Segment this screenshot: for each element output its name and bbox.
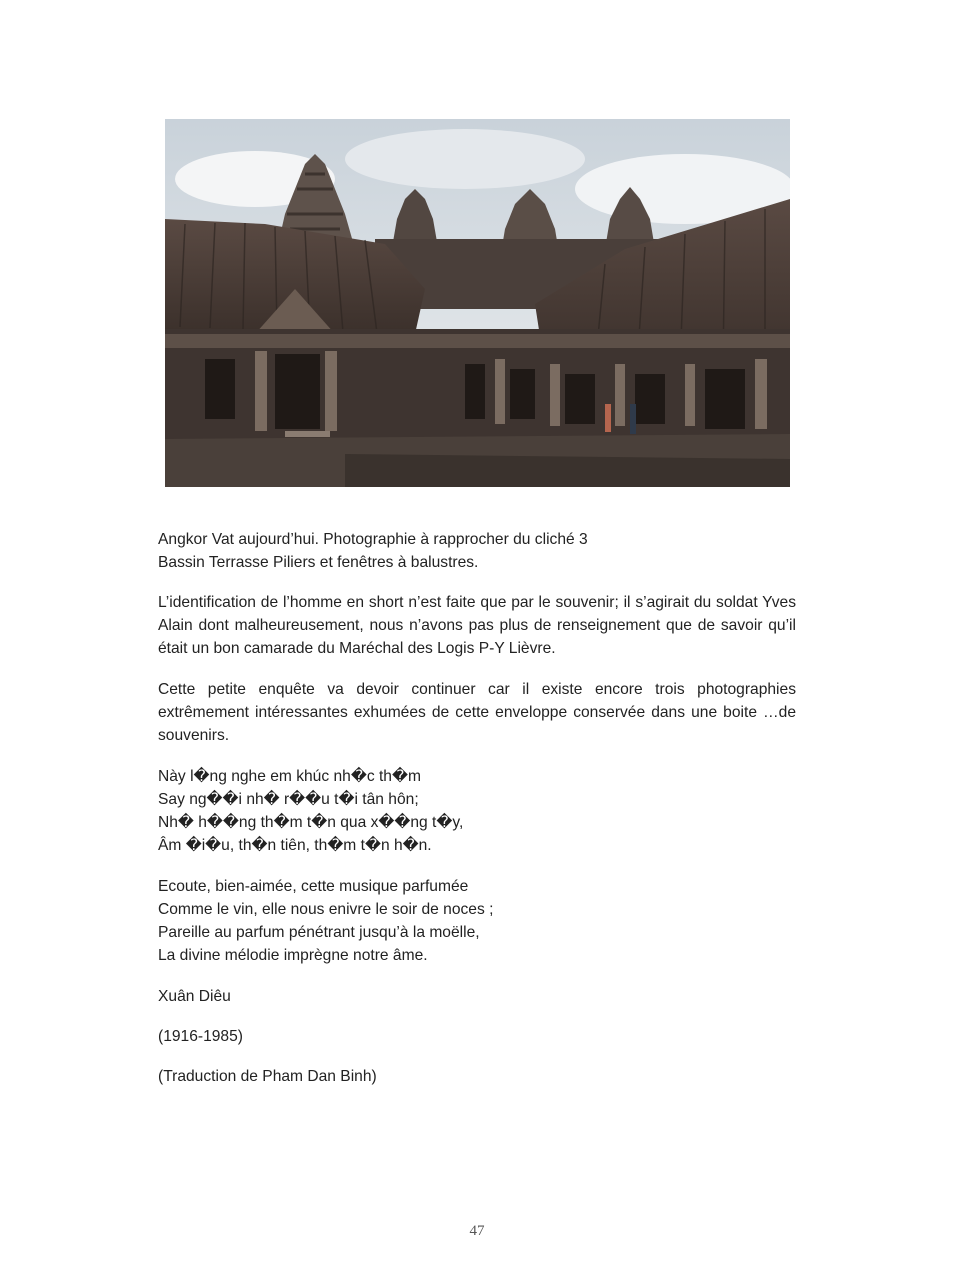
poem-line: Âm �i�u, th�n tiên, th�m t�n h�n. xyxy=(158,837,432,854)
paragraph-identification xyxy=(158,591,796,660)
paragraph-text: L’identification de l’homme en short n’est faite que par le souvenir; il s’agirait du soldat Yves Alain dont malheureusement, nous n’avons pas plus de renseignement que de savoir qu’il était un bon camarade du Maréchal des Logis P-Y Lièvre. xyxy=(158,594,796,657)
poem-line: La divine mélodie imprègne notre âme. xyxy=(158,947,428,964)
poem-line: Ecoute, bien-aimée, cette musique parfumée xyxy=(158,878,469,895)
poem-author xyxy=(158,985,796,1008)
caption-line-2: Bassin Terrasse Piliers et fenêtres à balustres. xyxy=(158,554,479,571)
poem-line: Nh� h��ng th�m t�n qua x��ng t�y, xyxy=(158,814,464,831)
angkor-vat-photo xyxy=(165,119,790,487)
dates-text: (1916-1985) xyxy=(158,1028,243,1045)
caption-line-1: Angkor Vat aujourd’hui. Photographie à rapprocher du cliché 3 xyxy=(158,531,588,548)
poem-line: Say ng��i nh� r��u t�i tân hôn; xyxy=(158,791,419,808)
translation-credit xyxy=(158,1065,796,1088)
poem-line: Comme le vin, elle nous enivre le soir de noces ; xyxy=(158,901,494,918)
poem-line: Này l�ng nghe em khúc nh�c th�m xyxy=(158,768,421,785)
poem-french xyxy=(158,875,796,967)
poem-line: Pareille au parfum pénétrant jusqu’à la moëlle, xyxy=(158,924,480,941)
page-number: 47 xyxy=(469,1223,485,1239)
author-name: Xuân Diêu xyxy=(158,988,231,1005)
author-dates xyxy=(158,1025,796,1048)
translation-text: (Traduction de Pham Dan Binh) xyxy=(158,1068,377,1085)
paragraph-enquete xyxy=(158,678,796,747)
poem-vietnamese xyxy=(158,765,796,857)
paragraph-text: Cette petite enquête va devoir continuer car il existe encore trois photographies extrêmement intéressantes exhumées de cette enveloppe conservée dans une boite …de souvenirs. xyxy=(158,681,796,744)
photo-caption xyxy=(158,528,796,574)
